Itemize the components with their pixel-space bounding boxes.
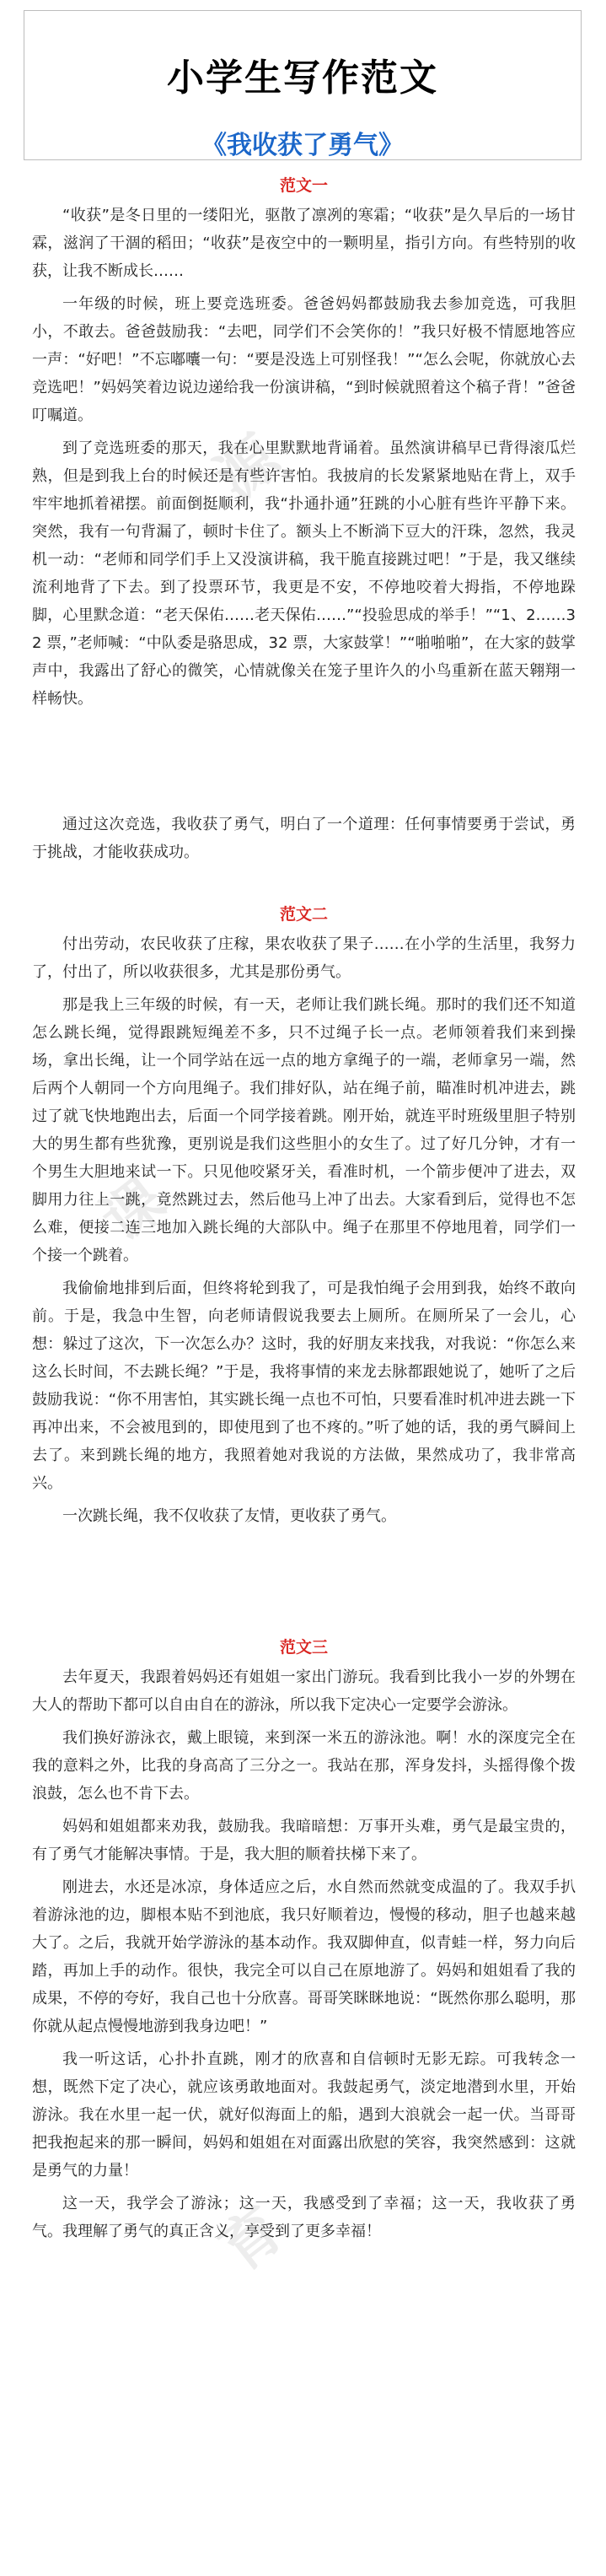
essay-heading: 范文三 bbox=[279, 1638, 328, 1657]
paragraph: 通过这次竞选，我收获了勇气，明白了一个道理：任何事情要勇于尝试，勇于挑战，才能收获成功。 bbox=[32, 816, 576, 861]
spacer bbox=[32, 1535, 576, 1635]
title-box bbox=[24, 10, 582, 160]
paragraph: “收获”是冬日里的一缕阳光，驱散了凛冽的寒霜；“收获”是久旱后的一场甘霖，滋润了干涸的稻田；“收获”是夜空中的一颗明星，指引方向。有些特别的收获，让我不断成长…… bbox=[32, 207, 576, 280]
paragraph: 这一天，我学会了游泳；这一天，我感受到了幸福；这一天，我收获了勇气。我理解了勇气的真正含义，享受到了更多幸福！ bbox=[32, 2195, 576, 2240]
essay-heading: 范文二 bbox=[279, 905, 328, 924]
paragraph: 去年夏天，我跟着妈妈还有姐姐一家出门游玩。我看到比我小一岁的外甥在大人的帮助下都可以自由自在的游泳，所以我下定决心一定要学会游泳。 bbox=[32, 1668, 576, 1714]
essay-one bbox=[32, 173, 576, 866]
essay-heading: 范文一 bbox=[279, 176, 328, 195]
page-title: 小学生写作范文 bbox=[167, 57, 438, 100]
paragraph: 那是我上三年级的时候，有一天，老师让我们跳长绳。那时的我们还不知道怎么跳长绳，觉得跟跳短绳差不多，只不过绳子长一点。老师领着我们来到操场，拿出长绳，让一个同学站在远一点的地方拿绳子的一端，老师拿另一端，然后两个人朝同一个方向甩绳子。我们排好队，站在绳子前，瞄准时机冲进去，跳过了就飞快地跑出去，后面一个同学接着跳。刚开始，就连平时班级里胆子特别大的男生都有些犹豫，更别说是我们这些胆小的女生了。过了好几分钟，才有一个男生大胆地来试一下。只见他咬紧牙关，看准时机，一个箭步便冲了进去，双脚用力往上一跳，竟然跳过去，然后他马上冲了出去。大家看到后，觉得也不怎么难，便接二连三地加入跳长绳的大部队中。绳子在那里不停地甩着，同学们一个接一个跳着。 bbox=[32, 996, 576, 1264]
paragraph: 刚进去，水还是冰凉，身体适应之后，水自然而然就变成温的了。我双手扒着游泳池的边，脚根本贴不到池底，我只好顺着边，慢慢的移动，胆子也越来越大了。之后，我就开始学游泳的基本动作。我双脚伸直，似青蛙一样，努力向后踏，再加上手的动作。很快，我完全可以自己在原地游了。妈妈和姐姐看了我的成果，不停的夸好，我自己也十分欣喜。哥哥笑眯眯地说：“既然你那么聪明，那你就从起点慢慢地游到我身边吧！” bbox=[32, 1878, 576, 2035]
paragraph: 到了竞选班委的那天，我在心里默默地背诵着。虽然演讲稿早已背得滚瓜烂熟，但是到我上台的时候还是有些许害怕。我披肩的长发紧紧地贴在背上，双手牢牢地抓着裙摆。前面倒挺顺利，我“扑通扑通”狂跳的小心脏有些许平静下来。突然，我有一句背漏了，顿时卡住了。额头上不断淌下豆大的汗珠，忽然，我灵机一动：“老师和同学们手上又没演讲稿，我干脆直接跳过吧！”于是，我又继续流利地背了下去。到了投票环节，我更是不安，不停地咬着大拇指，不停地跺脚，心里默念道：“老天保佑……老天保佑……”“投验思成的举手！”“1、2……32 票，”老师喊：“中队委是骆思成，32 票，大家鼓掌！”“啪啪啪”，在大家的鼓掌声中，我露出了舒心的微笑，心情就像关在笼子里许久的小鸟重新在蓝天翱翔一样畅快。 bbox=[32, 439, 576, 708]
essay-content bbox=[32, 173, 576, 2250]
watermark: 育 bbox=[206, 2193, 297, 2285]
paragraph: 一年级的时候，班上要竞选班委。爸爸妈妈都鼓励我去参加竞选，可我胆小，不敢去。爸爸鼓励我：“去吧，同学们不会笑你的！”我只好极不情愿地答应一声：“好吧！”不忘嘟囔一句：“要是没选上可别怪我！”“怎么会呢，你就放心去竞选吧！”妈妈笑着边说边递给我一份演讲稿，“到时候就照着这个稿子背！”爸爸叮嘱道。 bbox=[32, 295, 576, 424]
paragraph: 一次跳长绳，我不仅收获了友情，更收获了勇气。 bbox=[62, 1507, 396, 1525]
spacer bbox=[32, 718, 576, 811]
watermark: 课 bbox=[88, 1164, 179, 1256]
watermark: 源 bbox=[202, 422, 292, 514]
spacer bbox=[32, 871, 576, 902]
paragraph: 付出劳动，农民收获了庄稼，果农收获了果子……在小学的生活里，我努力了，付出了，所以收获很多，尤其是那份勇气。 bbox=[32, 935, 576, 981]
essay-three bbox=[32, 1635, 576, 2245]
essay-two bbox=[32, 902, 576, 1530]
paragraph: 妈妈和姐姐都来劝我，鼓励我。我暗暗想：万事开头难，勇气是最宝贵的，有了勇气才能解决事情。于是，我大胆的顺着扶梯下来了。 bbox=[32, 1818, 576, 1863]
paragraph: 我们换好游泳衣，戴上眼镜，来到深一米五的游泳池。啊！水的深度完全在我的意料之外，比我的身高高了三分之一。我站在那，浑身发抖，头摇得像个拨浪鼓，怎么也不肯下去。 bbox=[32, 1729, 576, 1803]
paragraph: 我偷偷地排到后面，但终将轮到我了，可是我怕绳子会用到我，始终不敢向前。于是，我急中生智，向老师请假说我要去上厕所。在厕所呆了一会儿，心想：躲过了这次，下一次怎么办？这时，我的好朋友来找我，对我说：“你怎么来这么长时间，不去跳长绳？”于是，我将事情的来龙去脉都跟她说了，她听了之后鼓励我说：“你不用害怕，其实跳长绳一点也不可怕，只要看准时机冲进去跳一下再冲出来，不会被甩到的，即使甩到了也不疼的。”听了她的话，我的勇气瞬间上去了。来到跳长绳的地方，我照着她对我说的方法做，果然成功了，我非常高兴。 bbox=[32, 1280, 576, 1492]
essay-subtitle: 《我收获了勇气》 bbox=[201, 131, 404, 160]
paragraph: 我一听这话，心扑扑直跳，刚才的欣喜和自信顿时无影无踪。可我转念一想，既然下定了决心，就应该勇敢地面对。我鼓起勇气，淡定地潜到水里，开始游泳。我在水里一起一伏，就好似海面上的船，遇到大浪就会一起一伏。当哥哥把我抱起来的那一瞬间，妈妈和姐姐在对面露出欣慰的笑容，我突然感到：这就是勇气的力量！ bbox=[32, 2051, 576, 2180]
